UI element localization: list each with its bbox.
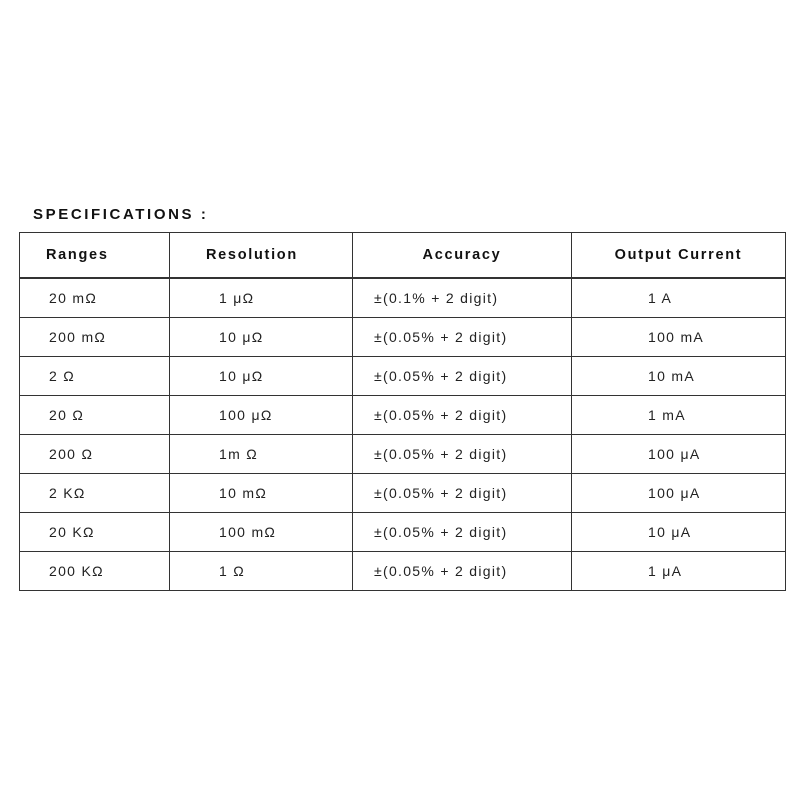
cell-output-current: 100 mA [572,318,786,357]
cell-range: 200 mΩ [20,318,170,357]
cell-accuracy: ±(0.05% + 2 digit) [353,552,572,591]
cell-accuracy: ±(0.05% + 2 digit) [353,396,572,435]
cell-accuracy: ±(0.05% + 2 digit) [353,474,572,513]
header-resolution: Resolution [170,233,353,279]
cell-range: 200 KΩ [20,552,170,591]
cell-accuracy: ±(0.05% + 2 digit) [353,318,572,357]
table-header-row [20,233,786,279]
cell-accuracy: ±(0.05% + 2 digit) [353,435,572,474]
cell-range: 20 KΩ [20,513,170,552]
cell-accuracy: ±(0.1% + 2 digit) [353,278,572,318]
cell-output-current: 1 μA [572,552,786,591]
cell-resolution: 10 μΩ [170,318,353,357]
table-row [20,318,786,357]
table-row [20,552,786,591]
cell-resolution: 10 mΩ [170,474,353,513]
cell-accuracy: ±(0.05% + 2 digit) [353,513,572,552]
table-row [20,435,786,474]
header-ranges: Ranges [20,233,170,279]
cell-range: 20 mΩ [20,278,170,318]
cell-accuracy: ±(0.05% + 2 digit) [353,357,572,396]
cell-resolution: 1 Ω [170,552,353,591]
cell-output-current: 10 μA [572,513,786,552]
table-row [20,396,786,435]
cell-resolution: 100 μΩ [170,396,353,435]
page-heading: SPECIFICATIONS : [33,206,209,223]
header-output-current: Output Current [572,233,786,279]
table-row [20,357,786,396]
cell-range: 2 Ω [20,357,170,396]
header-accuracy: Accuracy [353,233,572,279]
cell-range: 20 Ω [20,396,170,435]
cell-range: 2 KΩ [20,474,170,513]
cell-resolution: 100 mΩ [170,513,353,552]
cell-output-current: 10 mA [572,357,786,396]
cell-resolution: 1 μΩ [170,278,353,318]
cell-output-current: 1 A [572,278,786,318]
table-row [20,474,786,513]
cell-output-current: 100 μA [572,435,786,474]
table-row [20,278,786,318]
table-row [20,513,786,552]
cell-range: 200 Ω [20,435,170,474]
cell-output-current: 100 μA [572,474,786,513]
cell-output-current: 1 mA [572,396,786,435]
cell-resolution: 10 μΩ [170,357,353,396]
cell-resolution: 1m Ω [170,435,353,474]
specifications-table [19,232,786,591]
